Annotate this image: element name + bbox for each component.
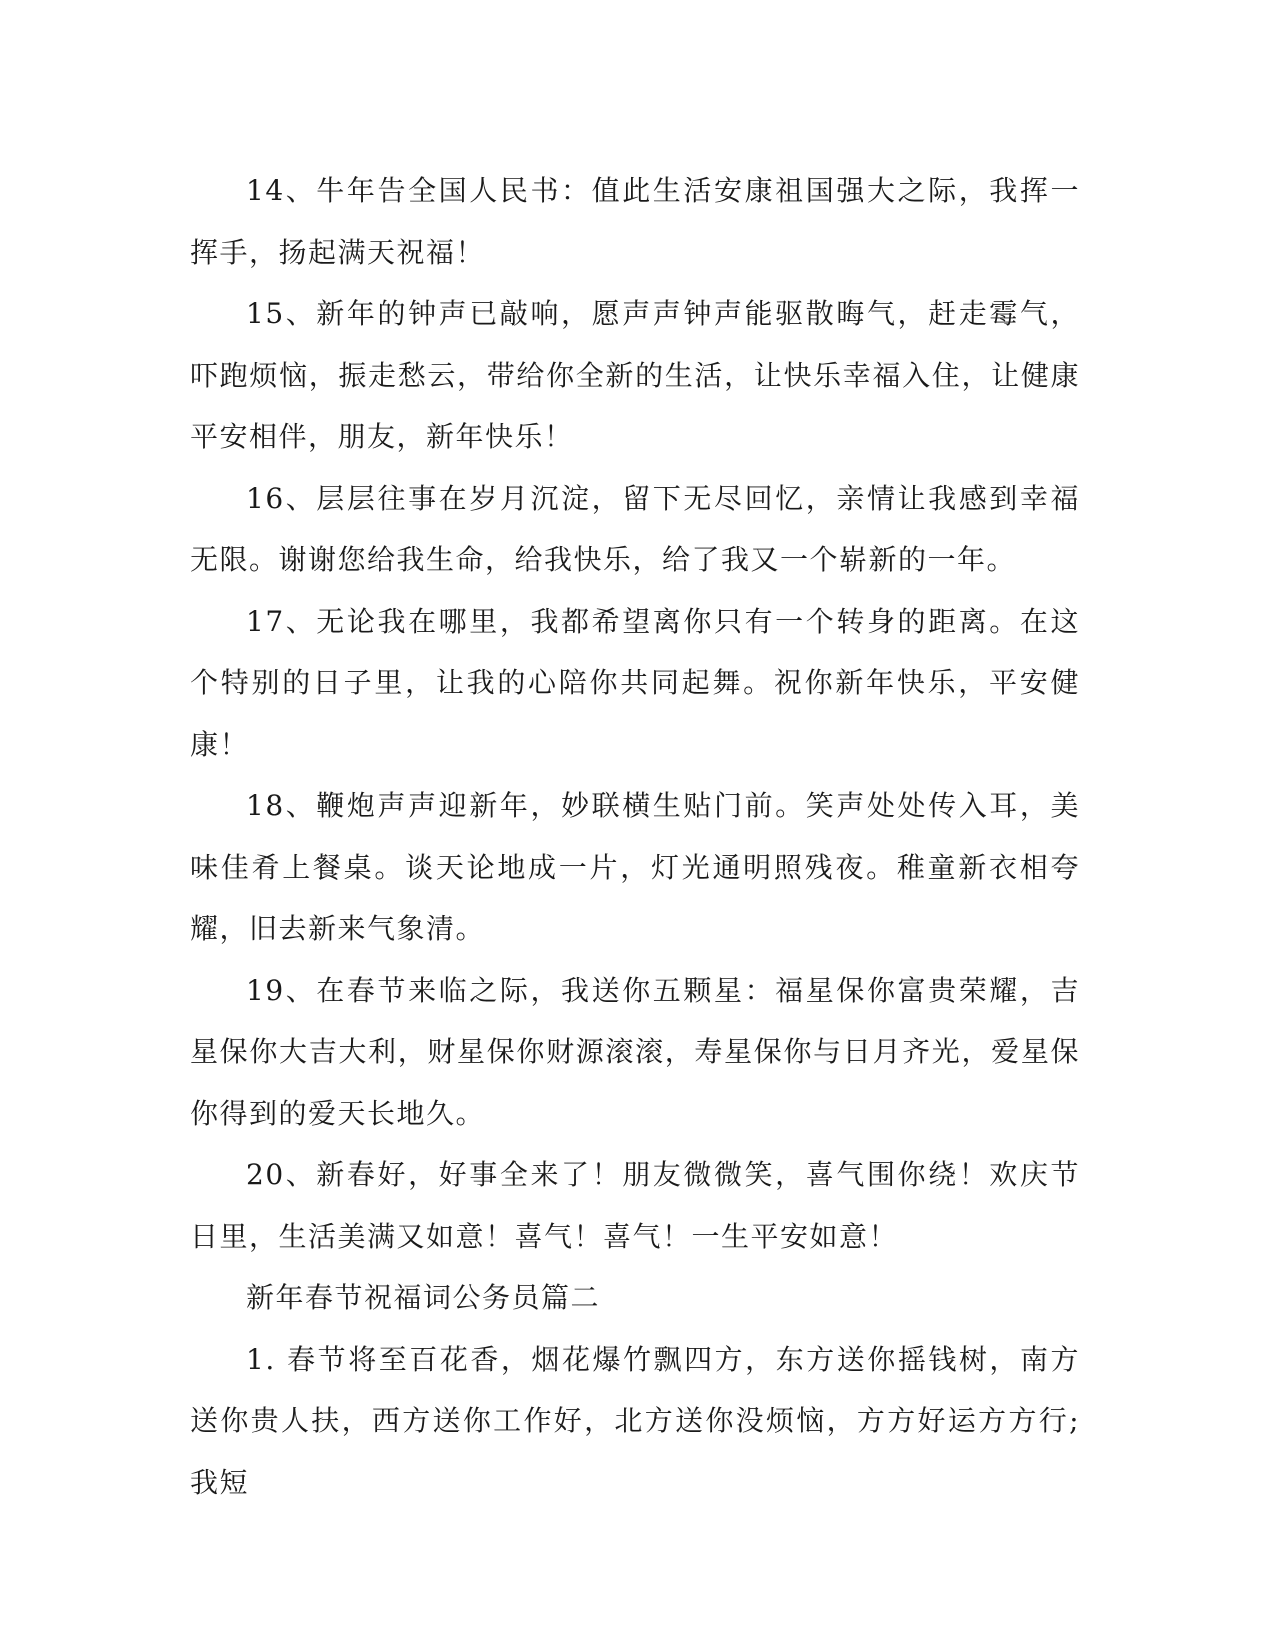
section-heading: 新年春节祝福词公务员篇二	[246, 1281, 601, 1314]
paragraph-16: 16、层层往事在岁月沉淀，留下无尽回忆，亲情让我感到幸福无限。谢谢您给我生命，给我快乐，给了我又一个崭新的一年。	[190, 481, 1080, 576]
paragraph-20: 20、新春好，好事全来了！朋友微微笑，喜气围你绕！欢庆节日里，生活美满又如意！喜气！喜气！一生平安如意！	[190, 1158, 1080, 1253]
paragraph-part2-1: 1. 春节将至百花香，烟花爆竹飘四方，东方送你摇钱树，南方送你贵人扶，西方送你工作好，北方送你没烦恼，方方好运方方行;我短	[190, 1342, 1080, 1499]
paragraph-17: 17、无论我在哪里，我都希望离你只有一个转身的距离。在这个特别的日子里，让我的心陪你共同起舞。祝你新年快乐，平安健康！	[190, 604, 1080, 761]
paragraph-14: 14、牛年告全国人民书：值此生活安康祖国强大之际，我挥一挥手，扬起满天祝福！	[190, 174, 1080, 269]
paragraph-19: 19、在春节来临之际，我送你五颗星：福星保你富贵荣耀，吉星保你大吉大利，财星保你财源滚滚，寿星保你与日月齐光，爱星保你得到的爱天长地久。	[190, 973, 1080, 1130]
paragraph-18: 18、鞭炮声声迎新年，妙联横生贴门前。笑声处处传入耳，美味佳肴上餐桌。谈天论地成一片，灯光通明照残夜。稚童新衣相夸耀，旧去新来气象清。	[190, 789, 1080, 945]
paragraph-15: 15、新年的钟声已敲响，愿声声钟声能驱散晦气，赶走霉气，吓跑烦恼，振走愁云，带给你全新的生活，让快乐幸福入住，让健康平安相伴，朋友，新年快乐！	[190, 297, 1080, 453]
document-body	[190, 160, 1080, 1513]
